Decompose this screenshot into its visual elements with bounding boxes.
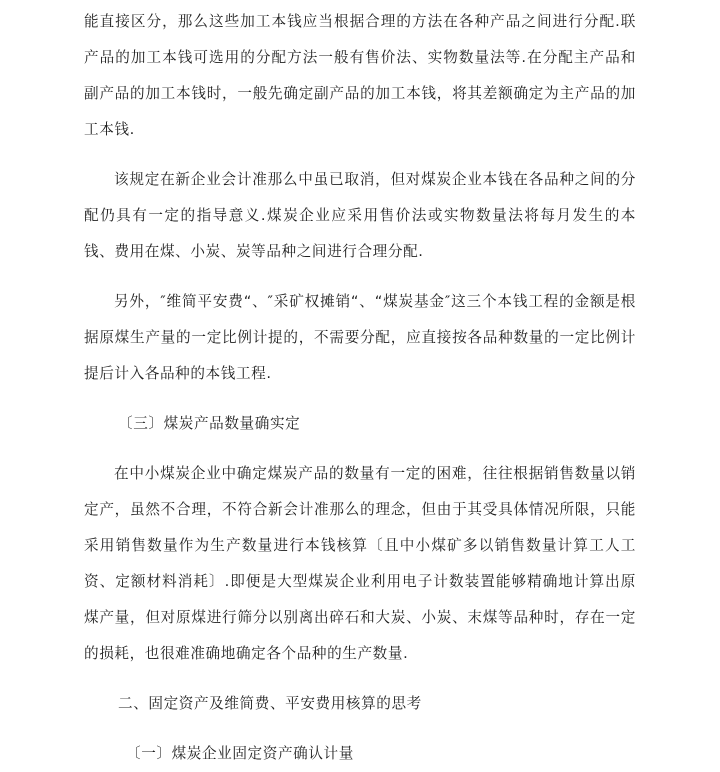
paragraph-allocation-methods: 能直接区分，那么这些加工本钱应当根据合理的方法在各种产品之间进行分配.联产品的加工本钱可选用的分配方法一般有售价法、实物数量法等.在分配主产品和副产品的加工本钱时，一般先确定副产品的加工本钱，将其差额确定为主产品的加工本钱. xyxy=(84,13,636,138)
heading-fixed-assets-recognition: 〔一〕煤炭企业固定资产确认计量 xyxy=(126,745,354,762)
heading-product-quantity: 〔三〕煤炭产品数量确实定 xyxy=(118,415,301,432)
paragraph-quantity-determination: 在中小煤炭企业中确定煤炭产品的数量有一定的困难，往往根据销售数量以销定产，虽然不合理，不符合新会计准那么的理念，但由于其受具体情况所限，只能采用销售数量作为生产数量进行本钱核算〔且中小煤矿多以销售数量计算工人工资、定额材料消耗〕.即便是大型煤炭企业利用电子计数装置能够精确地计算出原煤产量，但对原煤进行筛分以别离出碎石和大炭、小炭、末煤等品种时，存在一定的损耗，也很难准确地确定各个品种的生产数量. xyxy=(84,465,636,662)
heading-fixed-assets-section: 二、固定资产及维简费、平安费用核算的思考 xyxy=(118,695,422,712)
paragraph-cost-items: 另外，″维简平安费“、″采矿权摊销“、“煤炭基金″这三个本钱工程的金额是根据原煤生产量的一定比例计提的，不需要分配，应直接按各品种数量的一定比例计提后计入各品种的本钱工程. xyxy=(84,293,636,382)
paragraph-guidance: 该规定在新企业会计准那么中虽已取消，但对煤炭企业本钱在各品种之间的分配仍具有一定的指导意义.煤炭企业应采用售价法或实物数量法将每月发生的本钱、费用在煤、小炭、炭等品种之间进行合理分配. xyxy=(84,171,636,260)
